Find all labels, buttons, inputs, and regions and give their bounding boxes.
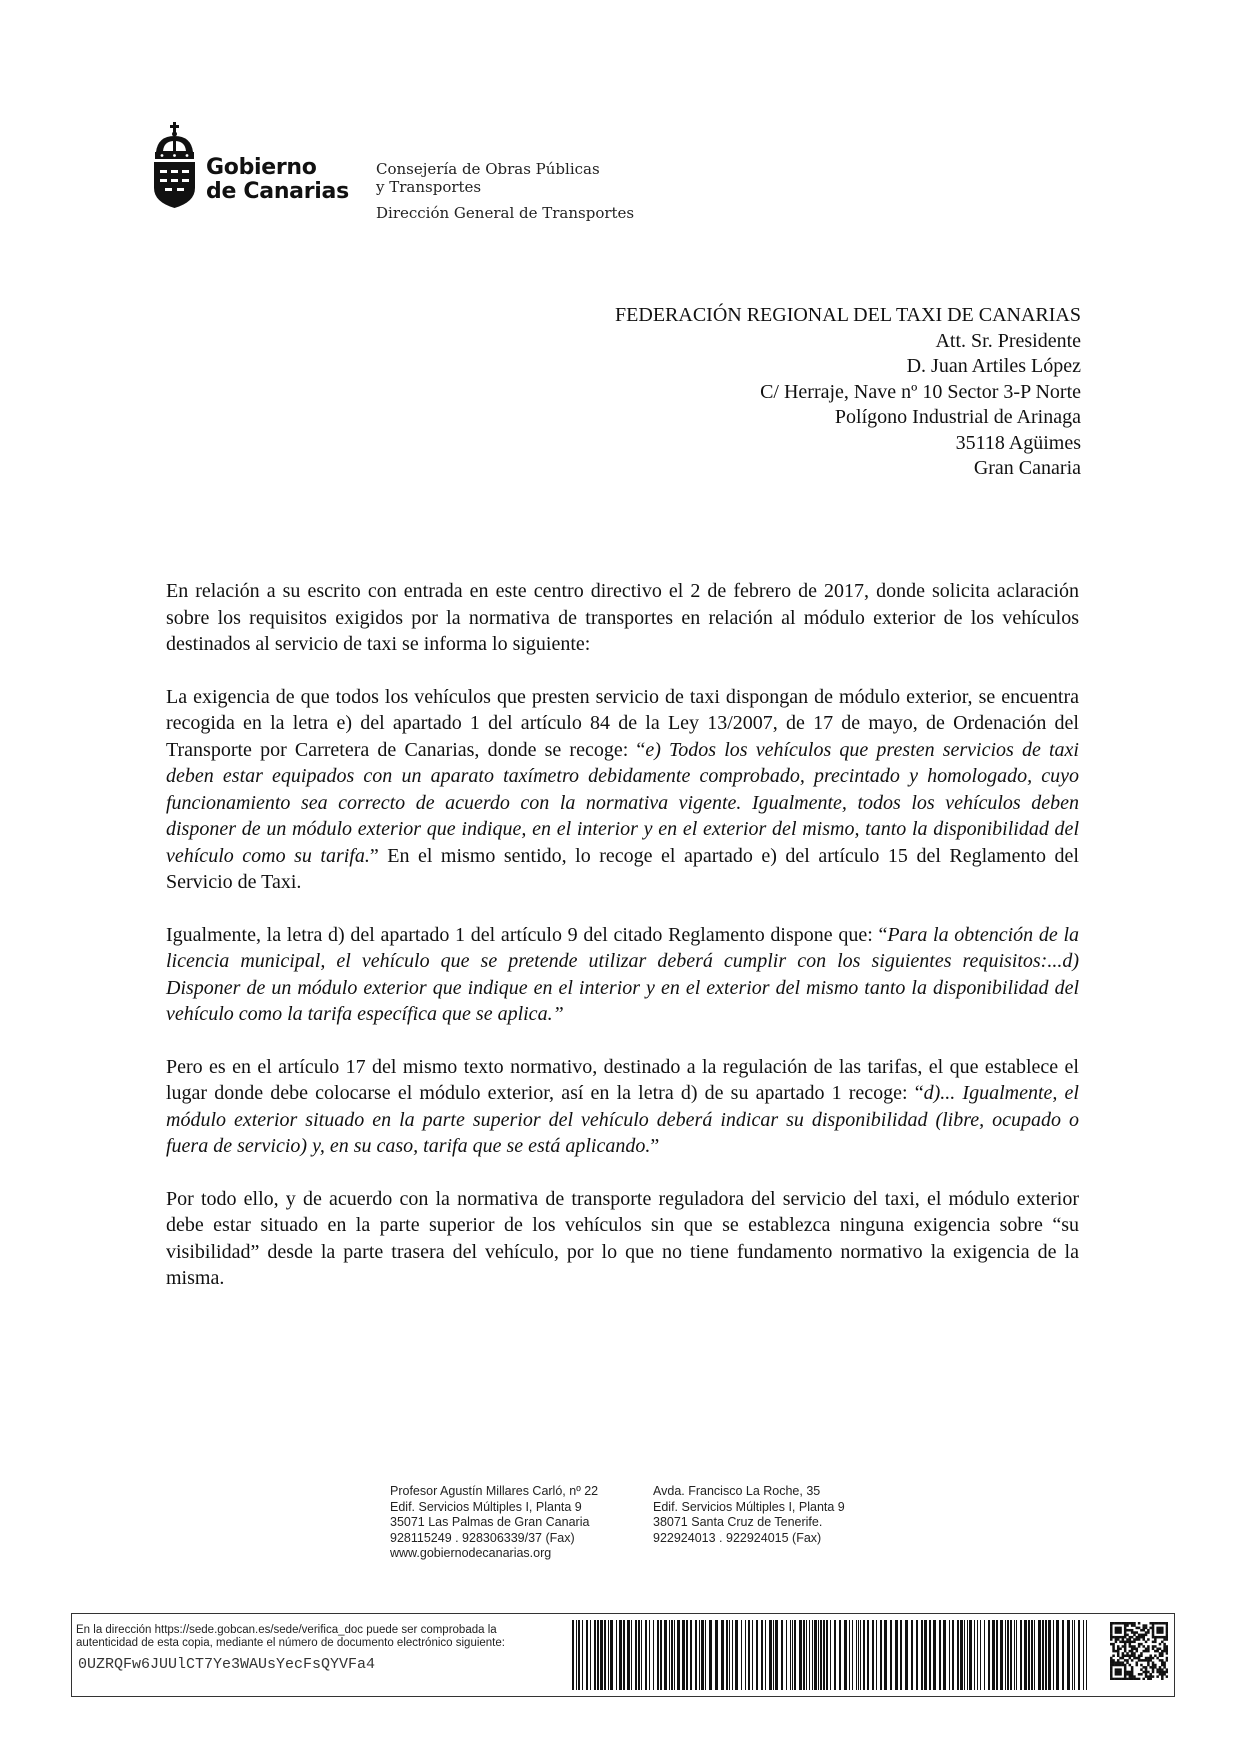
dept-line3: Dirección General de Transportes xyxy=(376,204,635,222)
website-link[interactable]: www.gobiernodecanarias.org xyxy=(390,1546,552,1560)
recipient-line: Polígono Industrial de Arinaga xyxy=(834,406,1081,428)
paragraph-2-quote: e) Todos los vehículos que presten servicios de taxi deben estar equipados con un aparato taxímetro debidamente comprobado, precintado y homologado, cuyo funcionamiento sea correcto de acuerdo con la normativa vigente. Igualmente, todos los vehículos deben disponer de un módulo exterior que indique, en el interior y en el exterior del mismo, tanto la disponibilidad del vehículo como su tarifa. xyxy=(166,738,1079,867)
recipient-line: Gran Canaria xyxy=(973,457,1081,479)
paragraph-2-outro: ” En el mismo sentido, lo recoge el apartado e) del artículo 15 del Reglamento del Servicio de Taxi. xyxy=(166,844,1079,893)
paragraph-5: Por todo ello, y de acuerdo con la normativa de transporte reguladora del servicio del taxi, el módulo exterior debe estar situado en la parte superior de los vehículos sin que se establezca ninguna exigencia sobre “su visibilidad” desde la parte trasera del vehículo, por lo que no tiene fundamento normativo la exigencia de la misma. xyxy=(166,1187,1079,1289)
barcode-image xyxy=(572,1620,1092,1690)
recipient-address xyxy=(615,303,1081,482)
address-line: Edif. Servicios Múltiples I, Planta 9 xyxy=(390,1499,582,1514)
verification-text: En la dirección https://sede.gobcan.es/sede/verifica_doc puede ser comprobada la autenticidad de esta copia, mediante el número de documento electrónico siguiente: xyxy=(76,1624,505,1649)
qr-code-image xyxy=(1110,1622,1168,1680)
dept-line1: Consejería de Obras Públicas xyxy=(376,160,600,178)
paragraph-3 xyxy=(166,922,1079,1028)
address-line: 928115249 . 928306339/37 (Fax) xyxy=(390,1530,575,1545)
gov-name-line1: Gobierno xyxy=(206,155,317,180)
recipient-line: Att. Sr. Presidente xyxy=(935,329,1081,352)
paragraph-3-intro: Igualmente, la letra d) del apartado 1 del artículo 9 del citado Reglamento dispone que: “ xyxy=(166,923,888,946)
paragraph-4-quote: d)... Igualmente, el módulo exterior situado en la parte superior del vehículo deberá indicar su disponibilidad (libre, ocupado o fuera de servicio) y, en su caso, tarifa que se está aplicando. xyxy=(166,1082,1079,1157)
paragraph-2-intro: La exigencia de que todos los vehículos que presten servicio de taxi dispongan de módulo exterior, se encuentra recogida en la letra e) del apartado 1 del artículo 84 de la Ley 13/2007, de 17 de mayo, de Ordenación del Transporte por Carretera de Canarias, donde se recoge: “ xyxy=(166,685,1079,761)
coat-of-arms-logo xyxy=(152,122,197,208)
paragraph-2 xyxy=(166,684,1079,896)
paragraph-4-intro: Pero es en el artículo 17 del mismo texto normativo, destinado a la regulación de las tarifas, el que establece el lugar donde debe colocarse el módulo exterior, así en la letra d) de su apartado 1 recoge: “ xyxy=(166,1055,1079,1104)
government-name xyxy=(206,156,349,204)
address-line: Avda. Francisco La Roche, 35 xyxy=(653,1484,821,1498)
address-tenerife xyxy=(653,1484,845,1546)
address-line: 922924013 . 922924015 (Fax) xyxy=(653,1530,822,1545)
letterhead xyxy=(152,122,712,222)
address-line: 38071 Santa Cruz de Tenerife. xyxy=(653,1515,823,1529)
address-line: Edif. Servicios Múltiples I, Planta 9 xyxy=(653,1499,845,1514)
paragraph-1: En relación a su escrito con entrada en este centro directivo el 2 de febrero de 2017, donde solicita aclaración sobre los requisitos exigidos por la normativa de transportes en relación al módulo exterior de los vehículos destinados al servicio de taxi se informa lo siguiente: xyxy=(166,580,1079,655)
address-line: Profesor Agustín Millares Carló, nº 22 xyxy=(390,1484,599,1498)
paragraph-3-quote: Para la obtención de la licencia municipal, el vehículo que se pretende utilizar deberá cumplir con los siguientes requisitos:...d) Disponer de un módulo exterior que indique en el interior y en el exterior del mismo tanto la disponibilidad del vehículo como la tarifa específica que se aplica.” xyxy=(166,923,1079,1025)
recipient-line: 35118 Agüimes xyxy=(955,431,1081,454)
gov-name-line2: de Canarias xyxy=(206,179,349,204)
recipient-line: D. Juan Artiles López xyxy=(906,355,1081,377)
department-block xyxy=(376,160,634,222)
document-code: 0UZRQFw6JUUlCT7Ye3WAUsYecFsQYVFa4 xyxy=(78,1656,376,1673)
dept-line2: y Transportes xyxy=(376,178,482,196)
recipient-line: C/ Herraje, Nave nº 10 Sector 3-P Norte xyxy=(760,380,1081,403)
address-las-palmas xyxy=(390,1484,598,1562)
letter-body xyxy=(166,578,1079,1318)
paragraph-4 xyxy=(166,1054,1079,1160)
verification-box xyxy=(71,1613,1175,1697)
recipient-line: FEDERACIÓN REGIONAL DEL TAXI DE CANARIAS xyxy=(615,304,1081,326)
paragraph-4-outro: ” xyxy=(650,1135,660,1157)
address-line: 35071 Las Palmas de Gran Canaria xyxy=(390,1515,590,1529)
